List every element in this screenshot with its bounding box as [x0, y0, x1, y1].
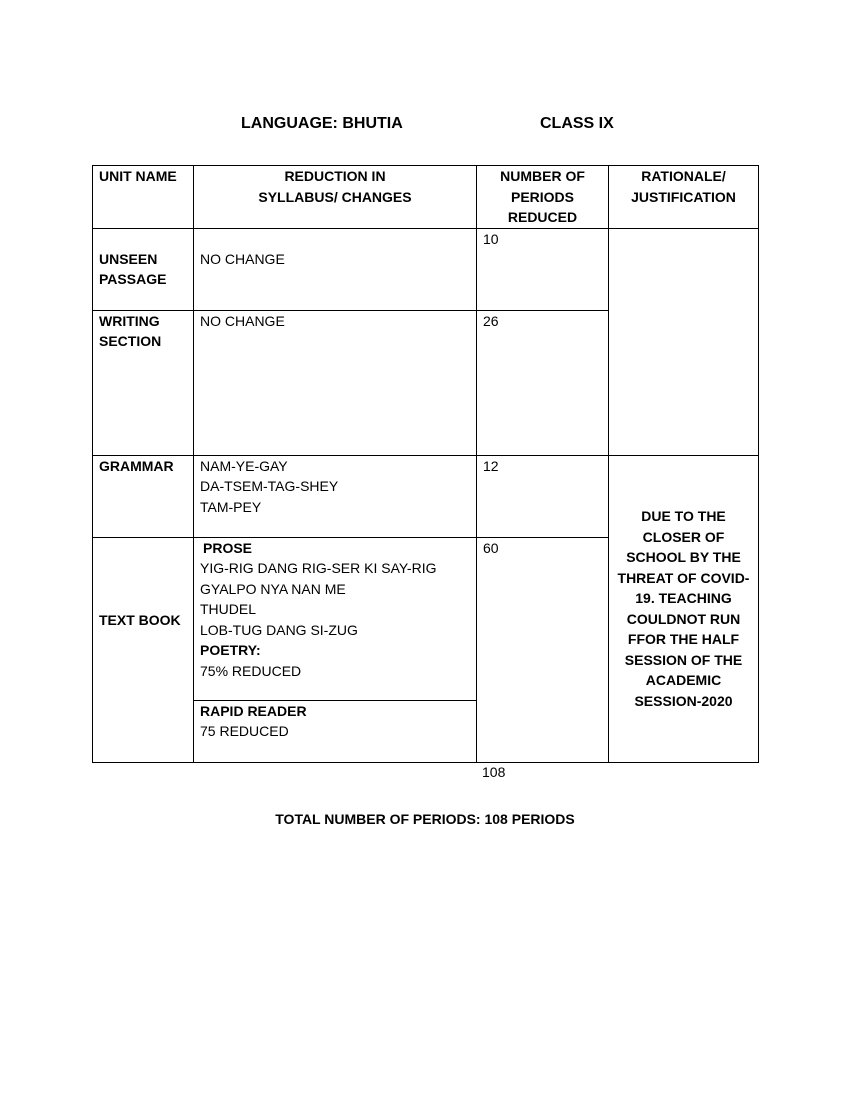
- table-row: [93, 455, 759, 537]
- periods-cell-grammar: 12: [477, 455, 609, 537]
- header-rationale: RATIONALE/ JUSTIFICATION: [609, 166, 759, 229]
- prose-item: GYALPO NYA NAN ME: [200, 580, 346, 597]
- language-title: LANGUAGE: BHUTIA: [241, 115, 403, 132]
- prose-item: LOB-TUG DANG SI-ZUG: [200, 621, 358, 638]
- header-periods: NUMBER OF PERIODS REDUCED: [477, 166, 609, 229]
- total-periods-value: 108: [482, 764, 506, 780]
- rapid-reader-heading: RAPID READER: [200, 702, 307, 719]
- header-unit-name: UNIT NAME: [93, 166, 194, 229]
- syllabus-reduction-table: [92, 165, 759, 763]
- change-cell-rapid-reader: [194, 700, 477, 762]
- rationale-cell-empty: [609, 228, 759, 455]
- table-header-row: [93, 166, 759, 229]
- unit-cell-writing-section: WRITING SECTION: [93, 310, 194, 455]
- unit-cell-unseen-passage: UNSEEN PASSAGE: [93, 228, 194, 310]
- change-cell-grammar: [194, 455, 477, 537]
- total-periods-line: TOTAL NUMBER OF PERIODS: 108 PERIODS: [275, 811, 575, 827]
- grammar-item: TAM-PEY: [200, 498, 262, 515]
- rapid-reader-change: 75 REDUCED: [200, 723, 289, 739]
- change-cell-prose-poetry: [194, 537, 477, 700]
- prose-heading: PROSE: [203, 539, 253, 556]
- rationale-cell: DUE TO THE CLOSER OF SCHOOL BY THE THREAT OF COVID- 19. TEACHING COULDNOT RUN FFOR THE HALF SESSION OF THE ACADEMIC SESSION-2020: [609, 455, 759, 762]
- header-reduction: REDUCTION IN SYLLABUS/ CHANGES: [194, 166, 477, 229]
- periods-cell-text-book: 60: [477, 537, 609, 762]
- unit-cell-text-book: TEXT BOOK: [93, 537, 194, 762]
- periods-cell-writing-section: 26: [477, 310, 609, 455]
- table-row: [93, 228, 759, 310]
- poetry-heading: POETRY:: [200, 642, 261, 658]
- periods-cell-unseen-passage: 10: [477, 228, 609, 310]
- class-title: CLASS IX: [540, 115, 614, 132]
- unit-cell-grammar: GRAMMAR: [93, 455, 194, 537]
- prose-item: YIG-RIG DANG RIG-SER KI SAY-RIG: [200, 560, 437, 576]
- change-cell-writing-section: NO CHANGE: [194, 310, 477, 455]
- poetry-change: 75% REDUCED: [200, 662, 302, 679]
- prose-item: THUDEL: [200, 601, 257, 617]
- change-cell-unseen-passage: NO CHANGE: [194, 228, 477, 310]
- grammar-item: DA-TSEM-TAG-SHEY: [200, 478, 339, 494]
- grammar-item: NAM-YE-GAY: [200, 457, 288, 474]
